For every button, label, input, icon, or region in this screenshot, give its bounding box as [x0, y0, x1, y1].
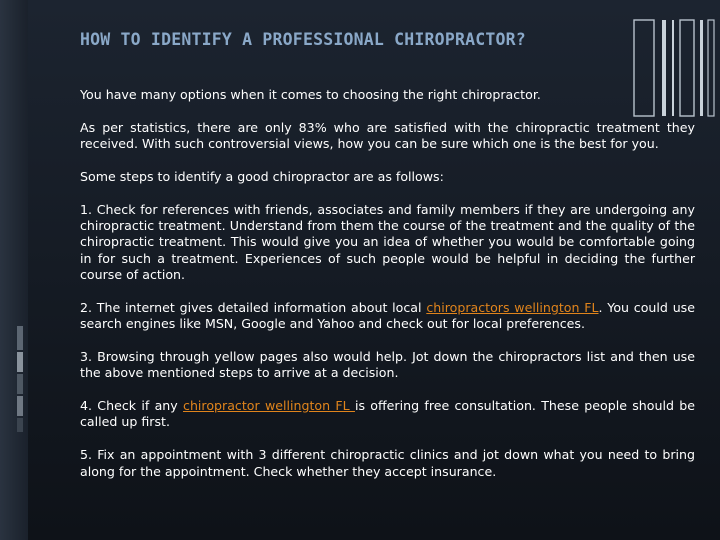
paragraph — [80, 398, 695, 431]
paragraph-text: 4. Check if any — [80, 398, 184, 414]
paragraph-text: is offering free consultation. These people should be called up first. — [80, 398, 695, 430]
chiropractor-wellington-link[interactable]: chiropractor wellington FL — [183, 398, 355, 414]
paragraph: 3. Browsing through yellow pages also would help. Jot down the chiropractors list and then use the above mentioned steps to arrive at a decision. — [80, 348, 695, 381]
accent-block — [17, 374, 23, 394]
paragraph-text: 2. The internet gives detailed information about local — [80, 299, 427, 315]
paragraph: 1. Check for references with friends, associates and family members if they are undergoing any chiropractic treatment. Understand from them the course of the treatment and the quality of the chiropractic treatment. This would give you an idea of whether you would be comfortable going in for such a treatment. Experiences of such people would be helpful in deciding the further course of action. — [80, 201, 695, 283]
paragraph: As per statistics, there are only 83% who are satisfied with the chiropractic treatment they received. With such controversial views, how you can be sure which one is the best for you. — [80, 119, 695, 152]
paragraph: Some steps to identify a good chiropractor are as follows: — [80, 168, 444, 184]
chiropractors-wellington-link[interactable]: chiropractors wellington FL — [426, 299, 599, 315]
accent-block — [17, 396, 23, 416]
accent-block — [17, 326, 23, 350]
page-title: HOW TO IDENTIFY A PROFESSIONAL CHIROPRACTOR? — [80, 30, 526, 49]
paragraph-text: . You could use search engines like MSN, Google and Yahoo and check out for local preferences. — [80, 299, 695, 332]
accent-block — [17, 418, 23, 432]
paragraph: 5. Fix an appointment with 3 different chiropractic clinics and jot down what you need to bring along for the appointment. Check whether they accept insurance. — [80, 447, 695, 479]
accent-block — [17, 352, 23, 372]
content-body — [80, 87, 695, 496]
left-accent-bar — [0, 0, 28, 540]
paragraph — [80, 300, 695, 333]
paragraph: You have many options when it comes to choosing the right chiropractor. — [80, 87, 541, 102]
